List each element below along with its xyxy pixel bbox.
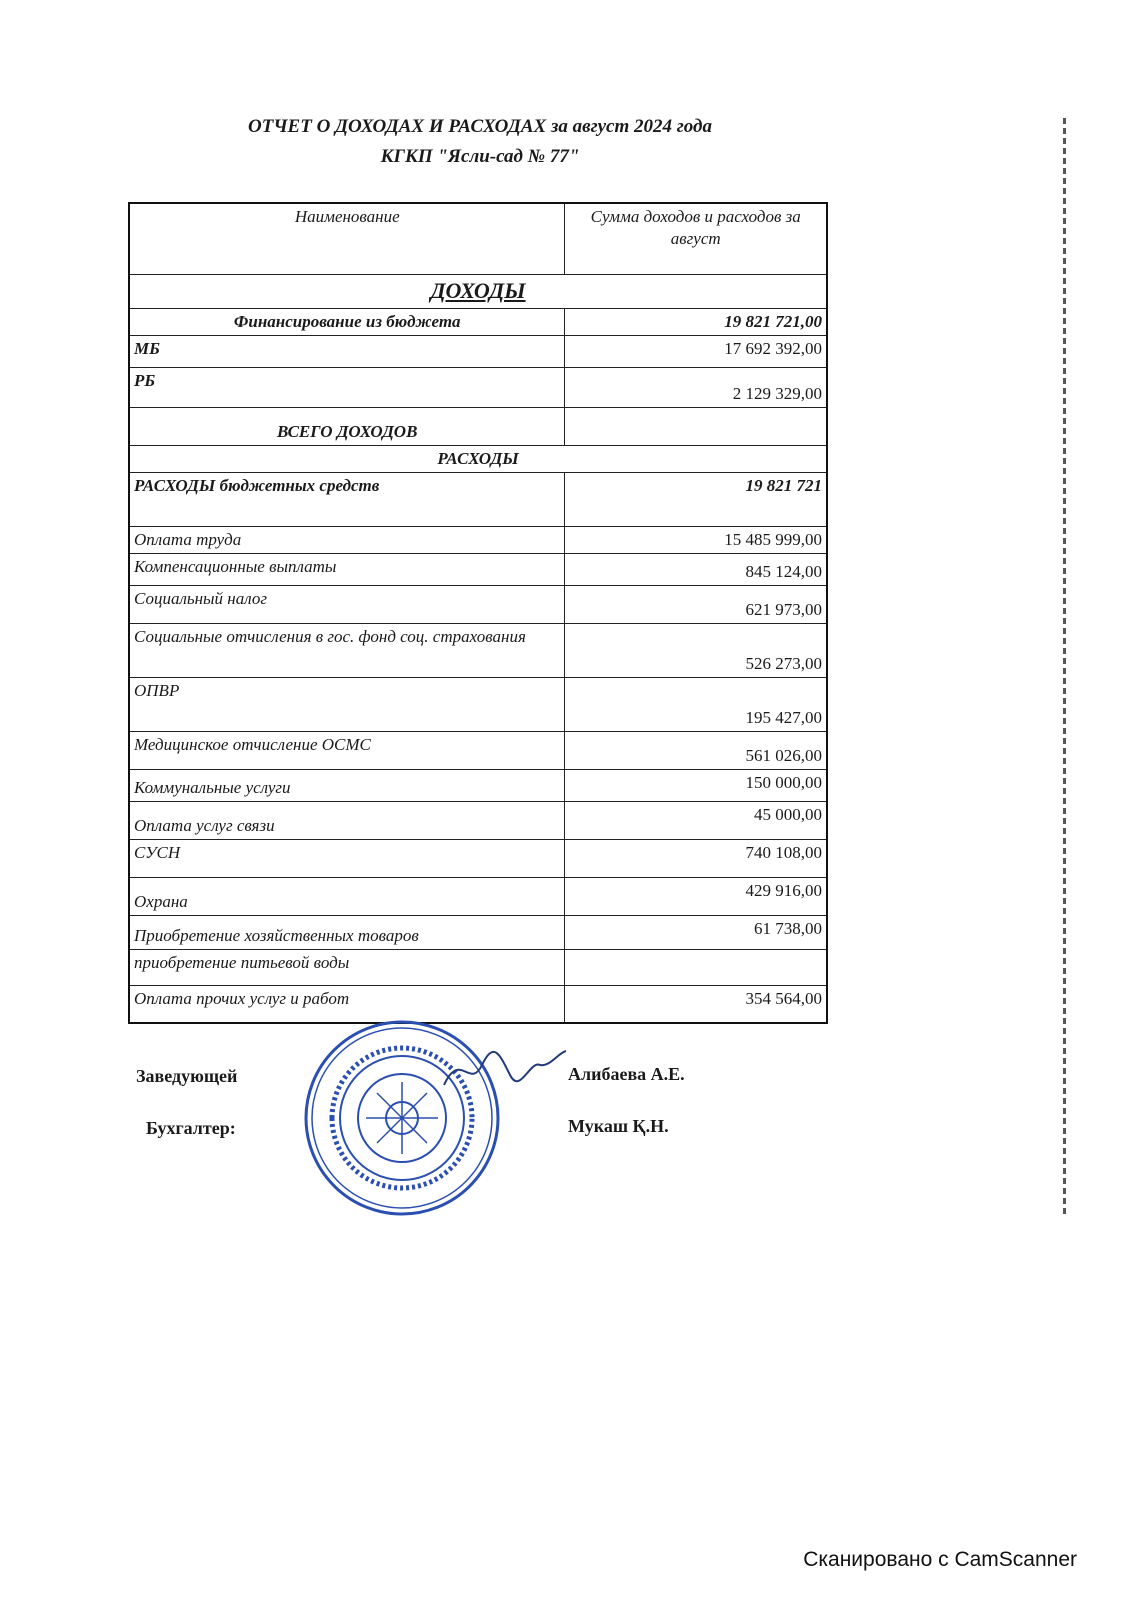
report-title: ОТЧЕТ О ДОХОДАХ И РАСХОДАХ за август 2024 года [248,116,712,137]
row-value: 195 427,00 [565,677,827,731]
report-table [128,202,828,1024]
expense-section-title: РАСХОДЫ [129,445,827,472]
row-value: 150 000,00 [565,769,827,801]
row-label: Оплата услуг связи [129,801,565,839]
row-label: Оплата прочих услуг и работ [129,985,565,1023]
row-value: 526 273,00 [565,623,827,677]
table-row [129,839,827,877]
budget-expense-value: 19 821 721 [565,472,827,526]
scan-edge-line [1063,118,1066,1218]
income-section-row [129,275,827,309]
row-label: Компенсационные выплаты [129,553,565,585]
rb-row [129,367,827,407]
head-name: Алибаева А.Е. [568,1064,685,1084]
row-label: Социальный налог [129,585,565,623]
row-label: Оплата труда [129,526,565,553]
row-value [565,949,827,985]
total-income-label: ВСЕГО ДОХОДОВ [129,407,565,445]
row-label: ОПВР [129,677,565,731]
row-value: 621 973,00 [565,585,827,623]
budget-expense-label: РАСХОДЫ бюджетных средств [129,472,565,526]
row-label: Коммунальные услуги [129,769,565,801]
table-row [129,585,827,623]
expense-section-row [129,445,827,472]
total-income-row [129,407,827,445]
header-sum: Сумма доходов и расходов за август [565,203,827,275]
table-row [129,769,827,801]
row-value: 354 564,00 [565,985,827,1023]
row-label: СУСН [129,839,565,877]
organization-name: КГКП "Ясли-сад № 77" [380,146,580,167]
table-row [129,677,827,731]
table-row [129,915,827,949]
income-section-title: ДОХОДЫ [129,275,827,309]
table-header-row [129,203,827,275]
row-label: приобретение питьевой воды [129,949,565,985]
funding-row [129,308,827,335]
table-row [129,526,827,553]
row-value: 845 124,00 [565,553,827,585]
head-role: Заведующей [136,1066,238,1086]
table-row [129,623,827,677]
rb-value: 2 129 329,00 [565,367,827,407]
row-value: 429 916,00 [565,877,827,915]
accountant-role: Бухгалтер: [146,1118,236,1138]
mb-value: 17 692 392,00 [565,335,827,367]
row-value: 561 026,00 [565,731,827,769]
row-value: 740 108,00 [565,839,827,877]
accountant-name: Мукаш Қ.Н. [568,1116,669,1136]
mb-row [129,335,827,367]
row-value: 45 000,00 [565,801,827,839]
total-income-value [565,407,827,445]
row-value: 15 485 999,00 [565,526,827,553]
table-row [129,553,827,585]
row-label: Медицинское отчисление ОСМС [129,731,565,769]
mb-label: МБ [129,335,565,367]
handwritten-signature [440,1045,570,1095]
row-label: Приобретение хозяйственных товаров [129,915,565,949]
table-row [129,949,827,985]
row-value: 61 738,00 [565,915,827,949]
row-label: Охрана [129,877,565,915]
table-row [129,801,827,839]
budget-expense-row [129,472,827,526]
camscanner-watermark: Сканировано с CamScanner [803,1548,1077,1571]
table-row [129,877,827,915]
table-row [129,731,827,769]
funding-label: Финансирование из бюджета [129,308,565,335]
header-name: Наименование [129,203,565,275]
row-label: Социальные отчисления в гос. фонд соц. страхования [129,623,565,677]
funding-value: 19 821 721,00 [565,308,827,335]
rb-label: РБ [129,367,565,407]
